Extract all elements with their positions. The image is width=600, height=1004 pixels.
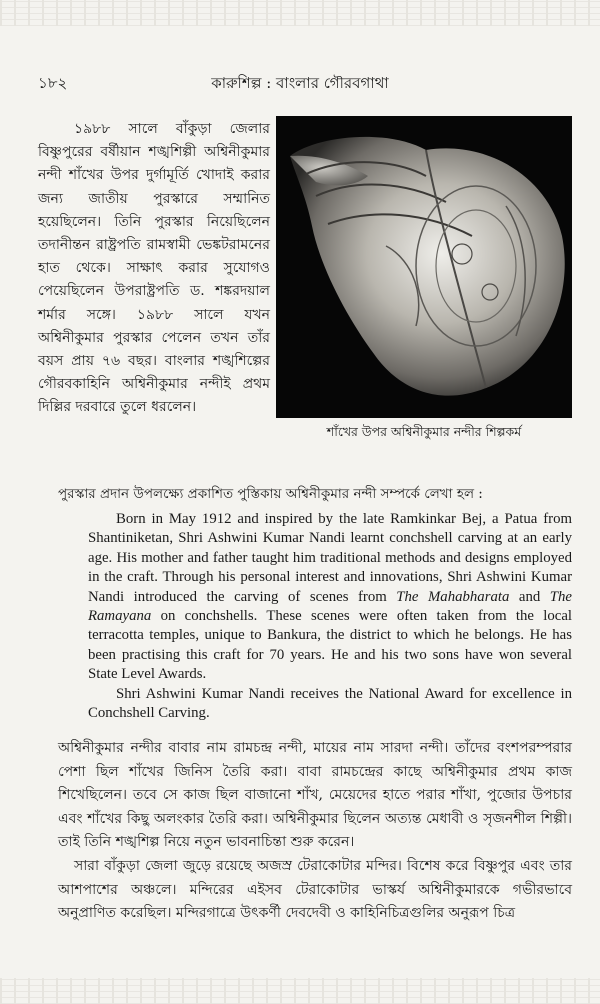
- quote-paragraph-2: Shri Ashwini Kumar Nandi receives the National Award for excellence in Conchshell Carving.: [88, 685, 572, 722]
- intro-line: পুরস্কার প্রদান উপলক্ষ্যে প্রকাশিত পুস্তিকায় অশ্বিনীকুমার নন্দী সম্পর্কে লেখা হল :: [58, 486, 483, 502]
- ramayana-title: The Ramayana: [88, 588, 572, 625]
- left-column-text: [38, 118, 270, 420]
- body-paragraph-1: অশ্বিনীকুমার নন্দীর বাবার নাম রামচন্দ্র নন্দী, মায়ের নাম সারদা নন্দী। তাঁদের বংশপরম্পরার পেশা ছিল শাঁখের জিনিস তৈরি করা। বাবা রামচন্দ্রের কাছে অশ্বিনীকুমার প্রথম কাজ শিখেছিলেন। তবে সে কাজ ছিল বাজানো শাঁখ, মেয়েদের হাতে পরার শাঁখা, পুজোর উপচার এবং শাঁখের কিছু অলংকার তৈরি করা। অশ্বিনীকুমার ছিলেন অত্যন্ত মেধাবী ও সৃজনশীল শিল্পী। তাই তিনি শঙ্খশিল্প নিয়ে নতুন ভাবনাচিন্তা শুরু করেন।: [58, 740, 572, 851]
- photo-caption: শাঁখের উপর অশ্বিনীকুমার নন্দীর শিল্পকর্ম: [326, 424, 522, 439]
- english-quote-block: [88, 510, 572, 723]
- body-paragraph-2: সারা বাঁকুড়া জেলা জুড়ে রয়েছে অজস্র টেরাকোটার মন্দির। বিশেষ করে বিষ্ণুপুর এবং তার আশপাশের অঞ্চলে। মন্দিরের এইসব টেরাকোটার ভাস্কর্য অশ্বিনীকুমারকে গভীরভাবে অনুপ্রাণিত করেছিল। মন্দিরগাত্রে উৎকর্ণী দেবদেবী ও কাহিনিচিত্রগুলির অনুরূপ চিত্র: [58, 857, 572, 922]
- decorative-bottom-border: [0, 978, 600, 1004]
- page-header: [38, 72, 562, 94]
- decorative-top-border: [0, 0, 600, 26]
- left-paragraph: ১৯৮৮ সালে বাঁকুড়া জেলার বিষ্ণুপুরের বর্ষীয়ান শঙ্খশিল্পী অশ্বিনীকুমার নন্দী শাঁখের উপর দুর্গামূর্তি খোদাই করার জন্য জাতীয় পুরস্কারে সম্মানিত হয়েছিলেন। তিনি পুরস্কার নিয়েছিলেন তদানীন্তন রাষ্ট্রপতি রামস্বামী ভেঙ্কটরামনের হাত থেকে। সাক্ষাৎ করার সুযোগও পেয়েছিলেন উপরাষ্ট্রপতি ড. শঙ্করদয়াল শর্মার সঙ্গে। ১৯৮৮ সালে যখন অশ্বিনীকুমার পুরস্কার পেলেন তখন তাঁর বয়স প্রায় ৭৬ বছর। বাংলার শঙ্খশিল্পের গৌরবকাহিনি অশ্বিনীকুমার নন্দীই প্রথম দিল্লির দরবারে তুলে ধরলেন।: [38, 121, 270, 416]
- quote-text-a: Born in May 1912 and inspired by the late Ramkinkar Bej, a Patua from Shantiniketan, Shri Ashwini Kumar Nandi learnt conchshell carving at an early age. His mother and father taught him traditional methods and designs employed in the craft. Through his personal interest and innovations, Shri Ashwini Kumar Nandi introduced the carving of scenes from: [88, 511, 572, 605]
- body-text: [58, 737, 572, 926]
- quote-text-c: on conchshells. These scenes were often taken from the local terracotta temples, unique to Bankura, the district to which he belongs. He has been practising this craft for 70 years. He and his two sons have won several State Level Awards.: [88, 608, 572, 683]
- running-title: কারুশিল্প : বাংলার গৌরবগাথা: [211, 74, 389, 92]
- conchshell-photo: [276, 116, 572, 418]
- quote-text-b: and: [509, 588, 550, 605]
- mahabharata-title: The Mahabharata: [396, 588, 510, 605]
- page-number: ১৮২: [38, 74, 68, 92]
- carved-conchshell-image: [276, 116, 572, 418]
- quote-paragraph-1: [88, 510, 572, 685]
